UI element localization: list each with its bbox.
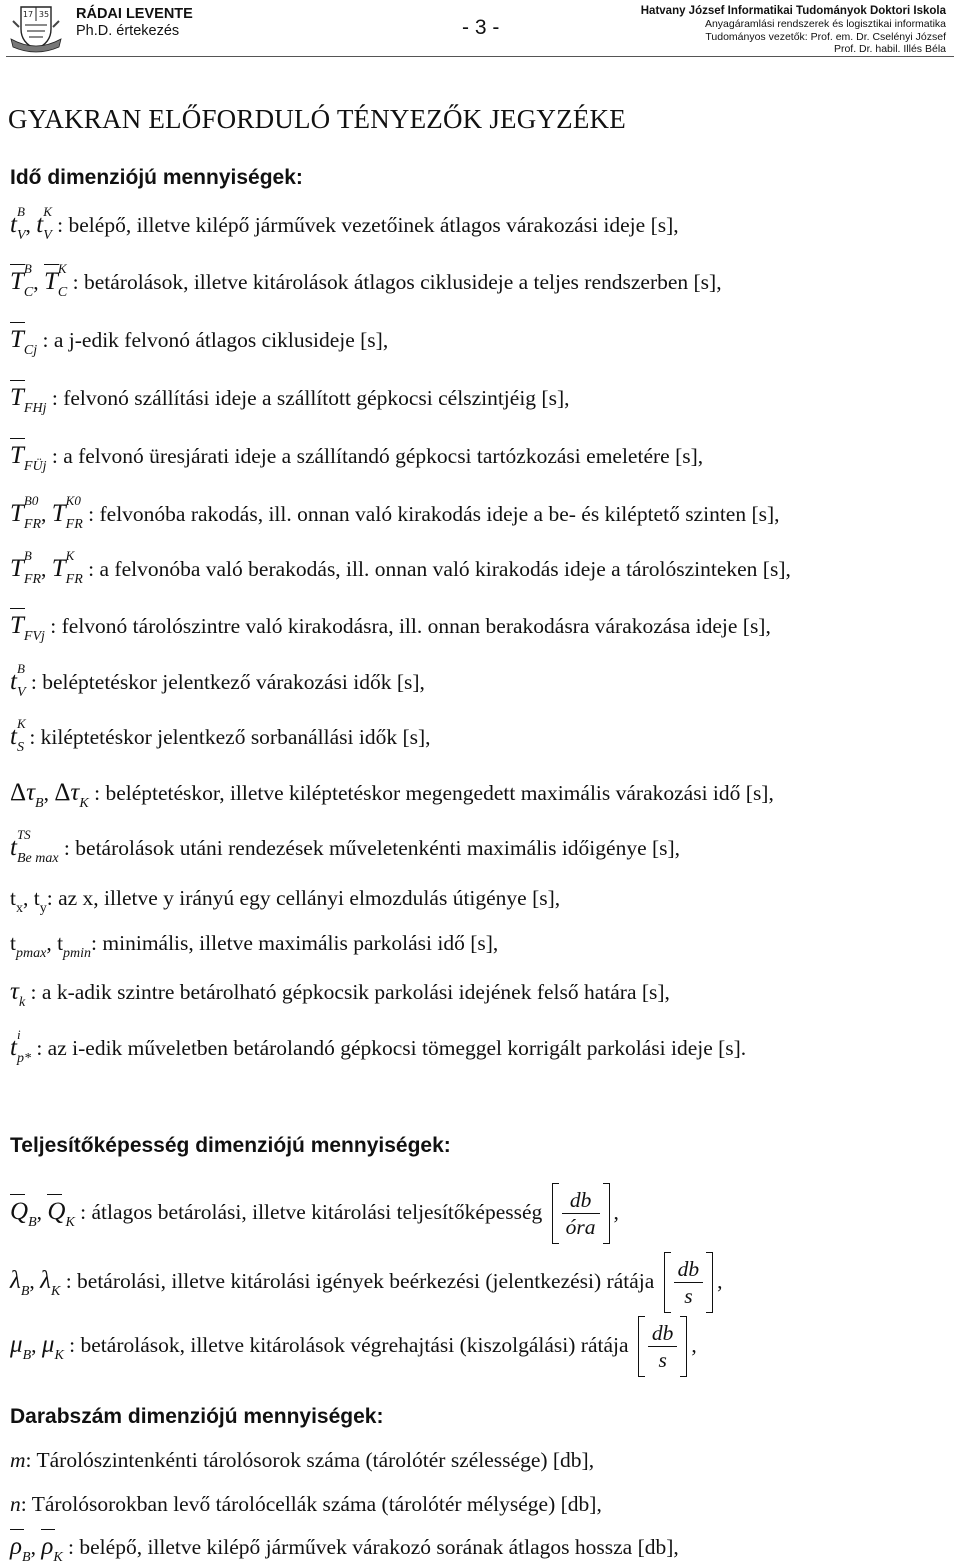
list-item [10, 929, 498, 961]
index: pmax [15, 946, 47, 961]
index: B $_{FR}$ [23, 548, 42, 587]
unit-fraction [638, 1320, 688, 1374]
symbol: Δ [54, 779, 71, 806]
doctoral-school: Hatvany József Informatikai Tudományok Doktori Iskola [640, 5, 946, 17]
list-item [10, 716, 431, 755]
svg-text:17: 17 [22, 10, 34, 19]
symbol: T [10, 555, 24, 582]
symbol: t [10, 723, 17, 750]
list-item [10, 1533, 679, 1565]
index: K [79, 796, 89, 811]
symbol: μ [41, 1330, 55, 1358]
unit-denominator: s [674, 1282, 704, 1309]
list-item [10, 1490, 602, 1518]
symbol: Q [47, 1198, 65, 1226]
unit-numerator: db [677, 1257, 700, 1281]
item-description: : kiléptetéskor jelentkező sorbanállási idők [s], [29, 725, 431, 749]
unit-numerator: db [651, 1321, 674, 1345]
degree-label: Ph.D. értekezés [76, 23, 180, 39]
list-item [10, 978, 670, 1010]
index: K [53, 1550, 63, 1565]
index: x [15, 901, 23, 916]
university-crest-icon [7, 3, 65, 53]
index: B $_V$ [16, 661, 26, 700]
symbol: t [10, 886, 16, 910]
index: TS $_{Be max}$ [16, 827, 59, 866]
list-item: $\lambda_B$, $\lambda_K$ : betárolási, illetve kitárolási igények beérkezési (jelentkezési) rátája $\frac{db}{s}$ , [10, 1257, 723, 1308]
separator: , [29, 1268, 41, 1293]
symbol: τ [10, 978, 19, 1005]
item-description: : a felvonóba való berakodás, ill. onnan való kirakodás ideje a tárolószinteken [s], [88, 557, 791, 581]
symbol: λ [10, 1266, 21, 1294]
list-item: $\mu_B$, $\mu_K$ : betárolások, illetve kitárolások végrehajtási (kiszolgálási) rátája $\frac{db}{s}$ , [10, 1321, 697, 1372]
list-item [10, 661, 425, 700]
item-description: : belépő, illetve kilépő járművek vezetőinek átlagos várakozási ideje [s], [57, 213, 679, 237]
section-heading-throughput: Teljesítőképesség dimenziójú mennyiségek: [10, 1134, 451, 1157]
symbol: t [10, 211, 17, 238]
list-item [10, 1446, 594, 1474]
header-author-block [76, 6, 193, 40]
separator: , [36, 1199, 48, 1224]
index: K0 $_{FR}$ [65, 493, 83, 532]
symbol: t [10, 1034, 17, 1061]
author-name: RÁDAI LEVENTE [76, 6, 193, 22]
page-number: - 3 - [462, 16, 500, 39]
unit-fraction [552, 1187, 610, 1241]
section-heading-count: Darabszám dimenziójú mennyiségek: [10, 1405, 384, 1428]
symbol: τ [26, 779, 36, 806]
list-item [10, 261, 722, 300]
list-item [10, 827, 681, 866]
index: B [35, 796, 44, 811]
list-item [10, 612, 771, 644]
index: B [22, 1347, 32, 1363]
symbol: t [36, 211, 44, 238]
list-item [10, 326, 388, 358]
index: B $_V$ [16, 204, 26, 243]
list-item [10, 442, 703, 474]
supervisor-2: Prof. Dr. habil. Illés Béla [833, 43, 946, 55]
program-name: Anyagáramlási rendszerek és logisztikai informatika [704, 18, 946, 30]
symbol: ρ [10, 1533, 22, 1561]
index: K $_C$ [57, 261, 68, 300]
list-item [10, 384, 569, 416]
symbol: T [10, 268, 24, 296]
list-item [10, 493, 780, 532]
item-description: : az i-edik műveletben betárolandó gépkocsi tömeggel korrigált parkolási ideje [s]. [36, 1036, 747, 1060]
item-description: : Tárolósorokban levő tárolócellák száma (tárolótér mélysége) [db], [20, 1492, 602, 1516]
page-title: GYAKRAN ELŐFORDULÓ TÉNYEZŐK JEGYZÉKE [8, 104, 626, 134]
separator: , [25, 213, 37, 237]
separator: , [22, 886, 34, 910]
index: i $_{p*}$ [16, 1027, 31, 1066]
index: K [65, 1214, 75, 1230]
index: B [22, 1550, 31, 1565]
item-description: : minimális, illetve maximális parkolási idő [s], [91, 931, 499, 955]
symbol: t [33, 886, 40, 910]
symbol: λ [40, 1266, 51, 1294]
item-description: : belépő, illetve kilépő járművek várakozó sorának átlagos hossza [db], [68, 1535, 679, 1559]
symbol: τ [70, 779, 80, 806]
item-description: : betárolások, illetve kitárolások végrehajtási (kiszolgálási) rátája [69, 1332, 629, 1357]
symbol: t [10, 668, 17, 695]
item-description: : Tárolószintenkénti tárolósorok száma (tárolótér szélessége) [db], [25, 1448, 595, 1472]
index: FHj [23, 401, 47, 416]
symbol: T [51, 500, 66, 527]
item-description: : a j-edik felvonó átlagos ciklusideje [s], [42, 328, 389, 352]
symbol: ρ [41, 1533, 53, 1561]
symbol: t [10, 834, 17, 861]
item-description: : betárolási, illetve kitárolási igények beérkezési (jelentkezési) rátája [65, 1268, 655, 1293]
item-description: : átlagos betárolási, illetve kitárolási teljesítőképesség [80, 1199, 543, 1224]
item-description: : betárolások, illetve kitárolások átlagos ciklusideje a teljes rendszerben [s], [72, 270, 722, 294]
svg-text:35: 35 [38, 10, 50, 19]
index: K $_V$ [43, 204, 52, 243]
separator: , [41, 502, 52, 526]
symbol: Q [10, 1198, 28, 1226]
index: K $_{FR}$ [65, 548, 83, 587]
item-description: : a felvonó üresjárati ideje a szállítandó gépkocsi tartózkozási emeletére [s], [51, 444, 704, 468]
unit-denominator: s [648, 1346, 678, 1373]
separator: , [43, 781, 55, 805]
unit-denominator: óra [562, 1213, 600, 1240]
index: K $_S$ [16, 716, 26, 755]
item-description: : felvonó szállítási ideje a szállított gépkocsi célszintjéig [s], [51, 386, 570, 410]
unit-fraction [664, 1256, 714, 1310]
separator: , [41, 557, 52, 581]
item-description: : betárolások utáni rendezések műveletenkénti maximális időigénye [s], [63, 836, 681, 860]
index: K [54, 1347, 64, 1363]
list-item [10, 204, 679, 243]
item-description: : felvonóba rakodás, ill. onnan való kirakodás ideje a be- és kiléptető szinten [s], [88, 502, 780, 526]
symbol: μ [10, 1330, 23, 1358]
index: k [18, 995, 26, 1010]
unit-numerator: db [569, 1188, 592, 1212]
separator: , [30, 1535, 42, 1559]
item-description: : beléptetéskor, illetve kiléptetéskor megengedett maximális várakozási idő [s], [94, 781, 774, 805]
list-item [10, 884, 560, 916]
header-divider [6, 56, 954, 57]
supervisors-line: Tudományos vezetők: Prof. em. Dr. Cselényi József [705, 30, 946, 43]
symbol: T [10, 384, 24, 412]
separator: , [46, 931, 58, 955]
index: B0 $_{FR}$ [23, 493, 42, 532]
symbol: T [10, 442, 24, 470]
symbol: t [57, 931, 64, 955]
symbol: Δ [10, 779, 27, 806]
symbol: T [10, 326, 24, 354]
symbol: T [44, 268, 58, 296]
index: K [50, 1283, 61, 1299]
page-header [0, 0, 960, 58]
index: FVj [23, 629, 45, 644]
separator: , [33, 270, 44, 294]
index: FÜj [23, 459, 47, 474]
item-description: : a k-adik szintre betárolható gépkocsik parkolási idejének felső határa [s], [30, 980, 670, 1004]
index: B [20, 1283, 30, 1299]
symbol: T [10, 612, 24, 640]
list-item [10, 548, 791, 587]
index: B $_C$ [23, 261, 34, 300]
symbol: n [10, 1492, 21, 1516]
index: B [28, 1214, 37, 1230]
symbol: m [10, 1448, 26, 1472]
index: pmin [63, 946, 92, 961]
item-description: : az x, illetve y irányú egy cellányi elmozdulás útigénye [s], [46, 886, 561, 910]
symbol: t [10, 931, 16, 955]
list-item: $Q_B$, $Q_K$ : átlagos betárolási, illetve kitárolási teljesítőképesség $\frac{db}{\text{óra}}$ , [10, 1188, 619, 1239]
list-item [10, 779, 774, 811]
header-institution-block [641, 4, 946, 56]
section-heading-time: Idő dimenziójú mennyiségek: [10, 166, 303, 189]
item-description: : felvonó tárolószintre való kirakodásra, ill. onnan berakodásra várakozása ideje [s], [50, 614, 771, 638]
list-item [10, 1027, 747, 1066]
index: Cj [23, 343, 38, 358]
symbol: T [10, 500, 24, 527]
index: y [39, 901, 47, 916]
item-description: : beléptetéskor jelentkező várakozási idők [s], [30, 670, 425, 694]
symbol: T [51, 555, 66, 582]
separator: , [31, 1332, 42, 1357]
